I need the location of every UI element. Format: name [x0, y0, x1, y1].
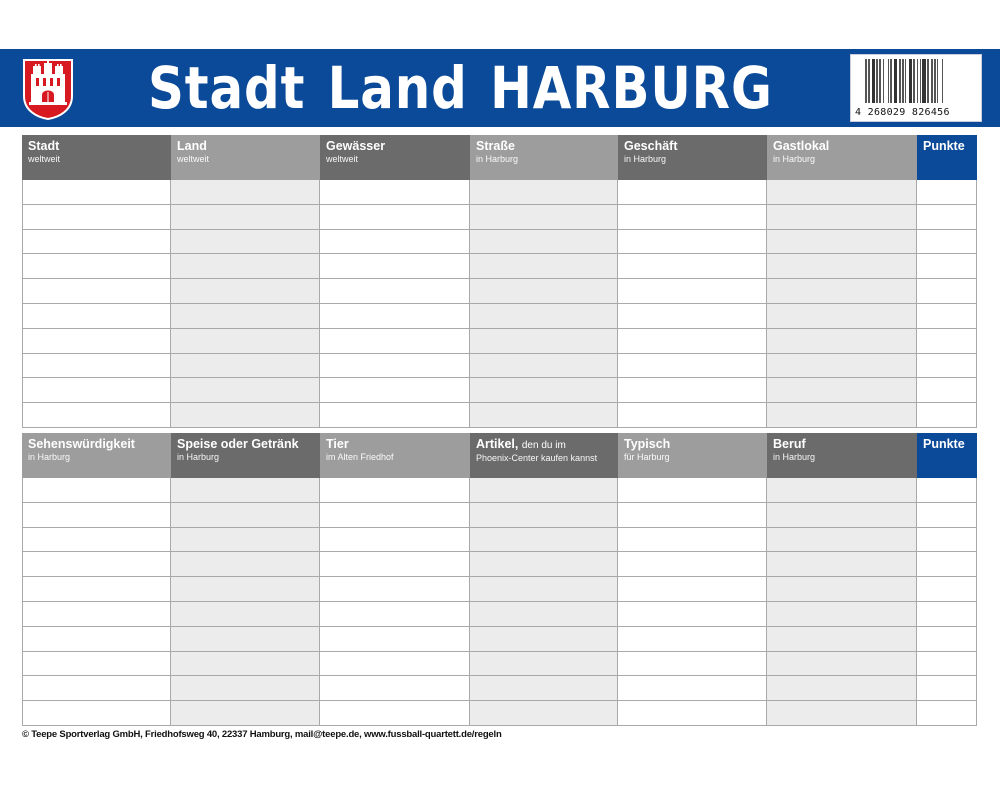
column-title-text: Punkte [923, 437, 965, 451]
points-cell[interactable] [917, 180, 977, 205]
column-title [773, 437, 911, 452]
answer-cell[interactable] [320, 180, 470, 205]
column-header [470, 433, 618, 478]
column-subtitle: in Harburg [624, 154, 667, 164]
barcode [850, 54, 982, 122]
answer-cell[interactable] [22, 701, 171, 726]
answer-cell[interactable] [470, 478, 618, 503]
points-cell[interactable] [917, 304, 977, 329]
answer-cell[interactable] [22, 180, 171, 205]
column-header [171, 433, 320, 478]
column-title-text: Stadt [28, 139, 60, 153]
column-subtitle: weltweit [177, 154, 210, 164]
answer-cell[interactable] [470, 577, 618, 602]
table-row [22, 403, 977, 428]
column-title [326, 437, 464, 452]
answer-cell[interactable] [320, 354, 470, 379]
page-title [148, 51, 795, 125]
table-row [22, 254, 977, 279]
column-subtitle: Phoenix-Center kaufen kannst [476, 453, 598, 463]
answer-cell[interactable] [171, 205, 320, 230]
title-word-land: Land [327, 54, 468, 122]
answer-cell[interactable] [320, 627, 470, 652]
answer-cell[interactable] [767, 602, 917, 627]
answer-cell[interactable] [767, 180, 917, 205]
answer-cell[interactable] [171, 304, 320, 329]
answer-cell[interactable] [320, 701, 470, 726]
points-cell[interactable] [917, 552, 977, 577]
answer-cell[interactable] [618, 180, 767, 205]
column-subtitle: weltweit [326, 154, 359, 164]
answer-cell[interactable] [470, 329, 618, 354]
column-title-text: Beruf [773, 437, 806, 451]
answer-cell[interactable] [171, 577, 320, 602]
answer-cell[interactable] [171, 627, 320, 652]
answer-cell[interactable] [320, 254, 470, 279]
answer-cell[interactable] [171, 676, 320, 701]
answer-cell[interactable] [618, 602, 767, 627]
title-word-harburg: HARBURG [490, 54, 773, 122]
answer-cell[interactable] [22, 577, 171, 602]
answer-cell[interactable] [767, 230, 917, 255]
table-row [22, 552, 977, 577]
answer-cell[interactable] [470, 378, 618, 403]
answer-cell[interactable] [767, 478, 917, 503]
column-title [326, 139, 464, 154]
answer-cell[interactable] [22, 254, 171, 279]
table-row [22, 279, 977, 304]
answer-cell[interactable] [618, 701, 767, 726]
answer-cell[interactable] [767, 528, 917, 553]
column-subtitle: weltweit [28, 154, 61, 164]
answer-cell[interactable] [470, 676, 618, 701]
answer-cell[interactable] [320, 403, 470, 428]
answer-cell[interactable] [618, 230, 767, 255]
footer-copyright: © Teepe Sportverlag GmbH, Friedhofsweg 40, 22337 Hamburg, mail@teepe.de, www.fussball-quartett.de/regeln [22, 729, 502, 740]
answer-cell[interactable] [171, 354, 320, 379]
column-subtitle: in Harburg [773, 452, 816, 462]
header-row [22, 135, 977, 180]
answer-cell[interactable] [320, 279, 470, 304]
answer-cell[interactable] [22, 652, 171, 677]
points-cell[interactable] [917, 205, 977, 230]
column-title-text: Sehenswürdigkeit [28, 437, 135, 451]
table-body [22, 180, 977, 428]
title-word-stadt: Stadt [148, 54, 306, 122]
answer-cell[interactable] [22, 230, 171, 255]
answer-cell[interactable] [767, 627, 917, 652]
points-cell[interactable] [917, 627, 977, 652]
column-title [624, 139, 761, 154]
answer-cell[interactable] [22, 552, 171, 577]
points-cell[interactable] [917, 602, 977, 627]
answer-cell[interactable] [767, 552, 917, 577]
table-row [22, 180, 977, 205]
column-title-text: Tier [326, 437, 349, 451]
answer-cell[interactable] [320, 676, 470, 701]
column-subtitle: in Harburg [476, 154, 519, 164]
table-row [22, 205, 977, 230]
answer-cell[interactable] [470, 552, 618, 577]
table-row [22, 230, 977, 255]
answer-cell[interactable] [618, 552, 767, 577]
answer-cell[interactable] [171, 230, 320, 255]
points-cell[interactable] [917, 701, 977, 726]
answer-cell[interactable] [470, 701, 618, 726]
column-header [22, 135, 171, 180]
answer-cell[interactable] [767, 254, 917, 279]
barcode-bars-icon [865, 59, 969, 103]
answer-cell[interactable] [618, 652, 767, 677]
table-body [22, 478, 977, 726]
answer-cell[interactable] [171, 602, 320, 627]
answer-cell[interactable] [767, 354, 917, 379]
column-header [470, 135, 618, 180]
answer-cell[interactable] [22, 528, 171, 553]
answer-cell[interactable] [618, 528, 767, 553]
answer-cell[interactable] [767, 378, 917, 403]
answer-cell[interactable] [767, 279, 917, 304]
answer-cell[interactable] [320, 230, 470, 255]
answer-cell[interactable] [618, 403, 767, 428]
table-row [22, 329, 977, 354]
answer-cell[interactable] [22, 478, 171, 503]
column-title [476, 139, 612, 154]
points-cell[interactable] [917, 676, 977, 701]
title-banner [0, 49, 1000, 127]
answer-cell[interactable] [22, 503, 171, 528]
answer-cell[interactable] [171, 652, 320, 677]
answer-cell[interactable] [618, 205, 767, 230]
points-cell[interactable] [917, 577, 977, 602]
column-header [917, 135, 977, 180]
answer-cell[interactable] [767, 503, 917, 528]
column-title [28, 139, 165, 154]
column-title-text: Gastlokal [773, 139, 830, 153]
table-row [22, 503, 977, 528]
answer-cell[interactable] [767, 652, 917, 677]
answer-cell[interactable] [470, 354, 618, 379]
answer-cell[interactable] [171, 329, 320, 354]
answer-cell[interactable] [22, 329, 171, 354]
score-table-bottom [22, 433, 977, 726]
header-row [22, 433, 977, 478]
table-row [22, 652, 977, 677]
column-header [917, 433, 977, 478]
answer-cell[interactable] [618, 329, 767, 354]
column-title [624, 437, 761, 452]
points-cell[interactable] [917, 528, 977, 553]
column-header [618, 135, 767, 180]
answer-cell[interactable] [618, 378, 767, 403]
answer-cell[interactable] [22, 354, 171, 379]
points-cell[interactable] [917, 478, 977, 503]
answer-cell[interactable] [767, 676, 917, 701]
answer-cell[interactable] [470, 205, 618, 230]
answer-cell[interactable] [618, 676, 767, 701]
answer-cell[interactable] [618, 279, 767, 304]
answer-cell[interactable] [320, 577, 470, 602]
answer-cell[interactable] [618, 354, 767, 379]
points-cell[interactable] [917, 254, 977, 279]
answer-cell[interactable] [171, 378, 320, 403]
answer-cell[interactable] [618, 478, 767, 503]
answer-cell[interactable] [320, 329, 470, 354]
answer-cell[interactable] [22, 627, 171, 652]
column-title [177, 139, 314, 154]
table-row [22, 304, 977, 329]
points-cell[interactable] [917, 403, 977, 428]
answer-cell[interactable] [470, 230, 618, 255]
table-row [22, 676, 977, 701]
table-row [22, 478, 977, 503]
points-cell[interactable] [917, 503, 977, 528]
column-header [320, 135, 470, 180]
column-title-text: Speise oder Getränk [177, 437, 299, 451]
column-title-text: Land [177, 139, 207, 153]
points-cell[interactable] [917, 652, 977, 677]
answer-cell[interactable] [22, 676, 171, 701]
column-title [923, 139, 971, 154]
answer-cell[interactable] [470, 279, 618, 304]
table-row [22, 602, 977, 627]
points-cell[interactable] [917, 279, 977, 304]
hamburg-coat-of-arms-icon [22, 58, 74, 120]
column-title-text: Punkte [923, 139, 965, 153]
answer-cell[interactable] [470, 528, 618, 553]
answer-cell[interactable] [320, 478, 470, 503]
answer-cell[interactable] [767, 577, 917, 602]
table-row [22, 627, 977, 652]
answer-cell[interactable] [470, 503, 618, 528]
column-title-text: Typisch [624, 437, 671, 451]
answer-cell[interactable] [470, 304, 618, 329]
column-title-text: Straße [476, 139, 515, 153]
column-header [22, 433, 171, 478]
table-row [22, 378, 977, 403]
answer-cell[interactable] [320, 552, 470, 577]
answer-cell[interactable] [171, 701, 320, 726]
answer-cell[interactable] [470, 254, 618, 279]
points-cell[interactable] [917, 230, 977, 255]
answer-cell[interactable] [618, 577, 767, 602]
barcode-digits: 4 268029 826456 [855, 107, 950, 118]
column-header [767, 433, 917, 478]
column-title-text: Artikel, [476, 437, 519, 451]
answer-cell[interactable] [171, 180, 320, 205]
answer-cell[interactable] [470, 627, 618, 652]
answer-cell[interactable] [470, 652, 618, 677]
answer-cell[interactable] [171, 478, 320, 503]
answer-cell[interactable] [320, 503, 470, 528]
answer-cell[interactable] [320, 602, 470, 627]
answer-cell[interactable] [171, 503, 320, 528]
table-row [22, 577, 977, 602]
answer-cell[interactable] [618, 627, 767, 652]
answer-cell[interactable] [171, 403, 320, 428]
answer-cell[interactable] [767, 205, 917, 230]
answer-cell[interactable] [767, 403, 917, 428]
answer-cell[interactable] [320, 528, 470, 553]
table-row [22, 528, 977, 553]
answer-cell[interactable] [470, 602, 618, 627]
column-subtitle: in Harburg [28, 452, 71, 462]
points-cell[interactable] [917, 378, 977, 403]
answer-cell[interactable] [171, 254, 320, 279]
column-header [767, 135, 917, 180]
answer-cell[interactable] [470, 180, 618, 205]
answer-cell[interactable] [320, 304, 470, 329]
column-subtitle: für Harburg [624, 452, 670, 462]
answer-cell[interactable] [767, 304, 917, 329]
answer-cell[interactable] [22, 304, 171, 329]
column-title [923, 437, 971, 452]
points-cell[interactable] [917, 329, 977, 354]
answer-cell[interactable] [767, 329, 917, 354]
column-title [28, 437, 165, 452]
answer-cell[interactable] [618, 304, 767, 329]
points-cell[interactable] [917, 354, 977, 379]
column-subtitle: im Alten Friedhof [326, 452, 394, 462]
answer-cell[interactable] [22, 378, 171, 403]
answer-cell[interactable] [618, 254, 767, 279]
answer-cell[interactable] [22, 602, 171, 627]
column-title-text: Gewässer [326, 139, 386, 153]
answer-cell[interactable] [22, 205, 171, 230]
answer-cell[interactable] [22, 403, 171, 428]
answer-cell[interactable] [171, 279, 320, 304]
answer-cell[interactable] [22, 279, 171, 304]
answer-cell[interactable] [470, 403, 618, 428]
answer-cell[interactable] [320, 378, 470, 403]
answer-cell[interactable] [320, 205, 470, 230]
score-table-top [22, 135, 977, 428]
column-title [177, 437, 314, 452]
answer-cell[interactable] [320, 652, 470, 677]
column-title-text: Geschäft [624, 139, 678, 153]
answer-cell[interactable] [171, 552, 320, 577]
answer-cell[interactable] [767, 701, 917, 726]
column-header [618, 433, 767, 478]
column-header [320, 433, 470, 478]
table-row [22, 701, 977, 726]
answer-cell[interactable] [618, 503, 767, 528]
answer-cell[interactable] [171, 528, 320, 553]
column-title [773, 139, 911, 154]
column-header [171, 135, 320, 180]
column-subtitle: in Harburg [773, 154, 816, 164]
table-row [22, 354, 977, 379]
column-subtitle: in Harburg [177, 452, 220, 462]
column-title [476, 437, 612, 453]
column-title-suffix: den du im [521, 440, 566, 451]
